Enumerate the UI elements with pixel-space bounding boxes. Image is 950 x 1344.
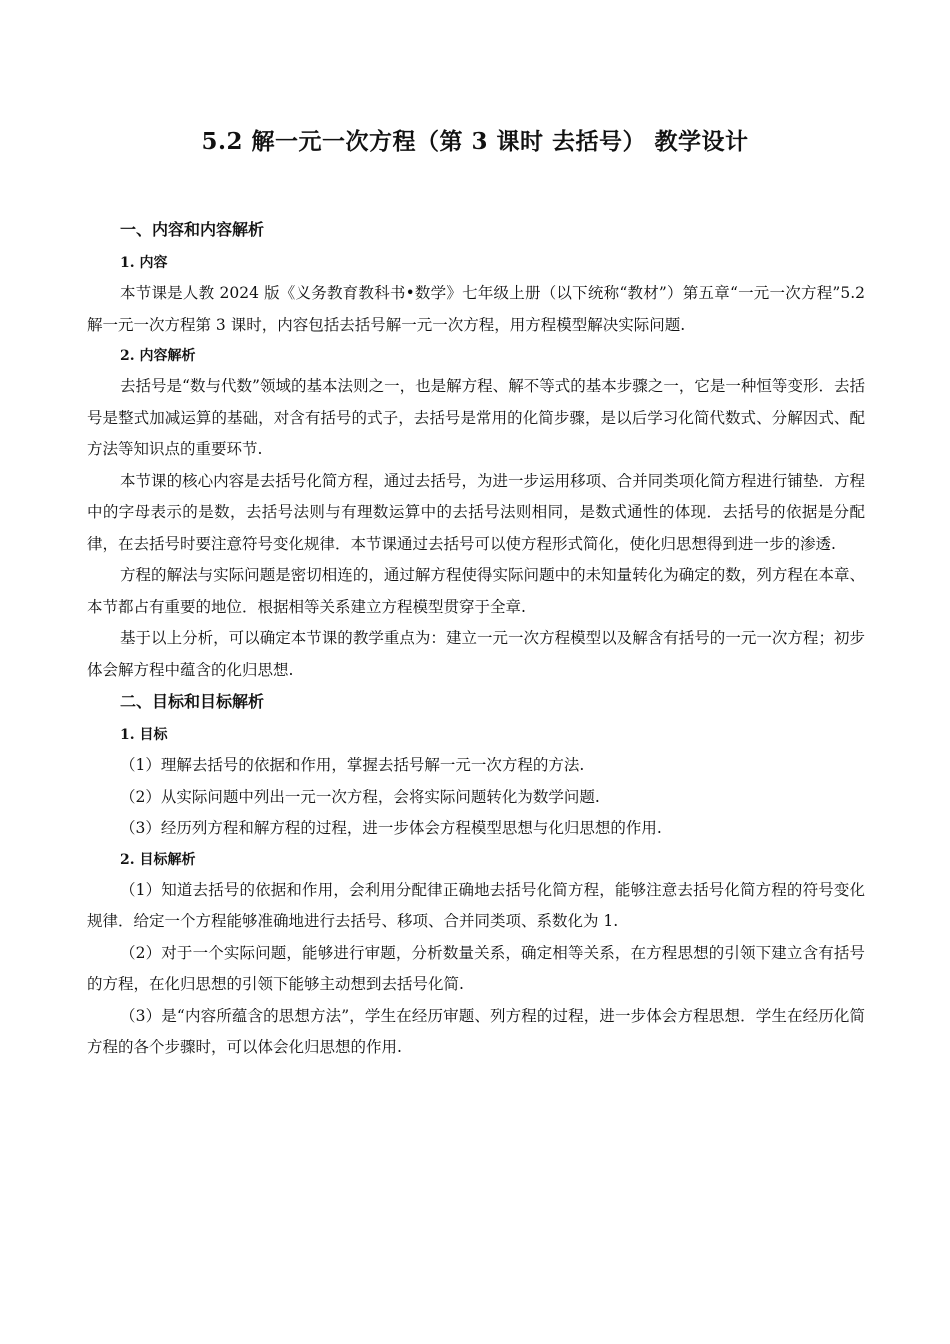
list-item: （2）对于一个实际问题，能够进行审题，分析数量关系，确定相等关系，在方程思想的引领下建立含有括号的方程，在化归思想的引领下能够主动想到去括号化简. (87, 943, 865, 993)
list-item: （1）知道去括号的依据和作用，会利用分配律正确地去括号化简方程，能够注意去括号化简方程的符号变化规律．给定一个方程能够准确地进行去括号、移项、合并同类项、系数化为 1. (87, 880, 865, 930)
subsection-heading-goals: 1. 目标 (120, 727, 168, 743)
subsection-heading-content-analysis: 2. 内容解析 (120, 348, 196, 364)
paragraph: 本节课的核心内容是去括号化简方程，通过去括号，为进一步运用移项、合并同类项化简方程进行铺垫．方程中的字母表示的是数，去括号法则与有理数运算中的去括号法则相同，是数式通性的体现．去括号的依据是分配律，在去括号时要注意符号变化规律．本节课通过去括号可以使方程形式简化，使化归思想得到进一步的渗透. (87, 471, 865, 553)
section-heading-content-analysis: 一、内容和内容解析 (120, 220, 265, 239)
subsection-heading-content: 1. 内容 (120, 255, 168, 271)
subsection-heading-goals-analysis: 2. 目标解析 (120, 851, 196, 868)
list-item: （3）是“内容所蕴含的思想方法”，学生在经历审题、列方程的过程，进一步体会方程思想．学生在经历化简方程的各个步骤时，可以体会化归思想的作用. (87, 1006, 865, 1056)
paragraph: 方程的解法与实际问题是密切相连的，通过解方程使得实际问题中的未知量转化为确定的数，列方程在本章、本节都占有重要的地位．根据相等关系建立方程模型贯穿于全章. (87, 566, 865, 616)
list-item: （1）理解去括号的依据和作用，掌握去括号解一元一次方程的方法. (120, 756, 585, 774)
list-item: （2）从实际问题中列出一元一次方程，会将实际问题转化为数学问题. (120, 787, 600, 806)
paragraph: 基于以上分析，可以确定本节课的教学重点为：建立一元一次方程模型以及解含有括号的一元一次方程；初步体会解方程中蕴含的化归思想. (87, 629, 865, 679)
document-body (87, 214, 865, 1064)
list-item: （3）经历列方程和解方程的过程，进一步体会方程模型思想与化归思想的作用. (120, 819, 662, 837)
paragraph: 本节课是人教 2024 版《义务教育教科书•数学》七年级上册（以下统称“教材”）第五章“一元一次方程”5.2 解一元一次方程第 3 课时，内容包括去括号解一元一次方程，用方程模型解决实际问题. (87, 284, 865, 334)
paragraph: 去括号是“数与代数”领域的基本法则之一，也是解方程、解不等式的基本步骤之一，它是一种恒等变形．去括号是整式加减运算的基础，对含有括号的式子，去括号是常用的化简步骤，是以后学习化简代数式、分解因式、配方法等知识点的重要环节. (87, 377, 865, 458)
section-heading-goals-analysis: 二、目标和目标解析 (120, 692, 265, 711)
document-title: 5.2 解一元一次方程（第 3 课时 去括号） 教学设计 (201, 128, 749, 155)
